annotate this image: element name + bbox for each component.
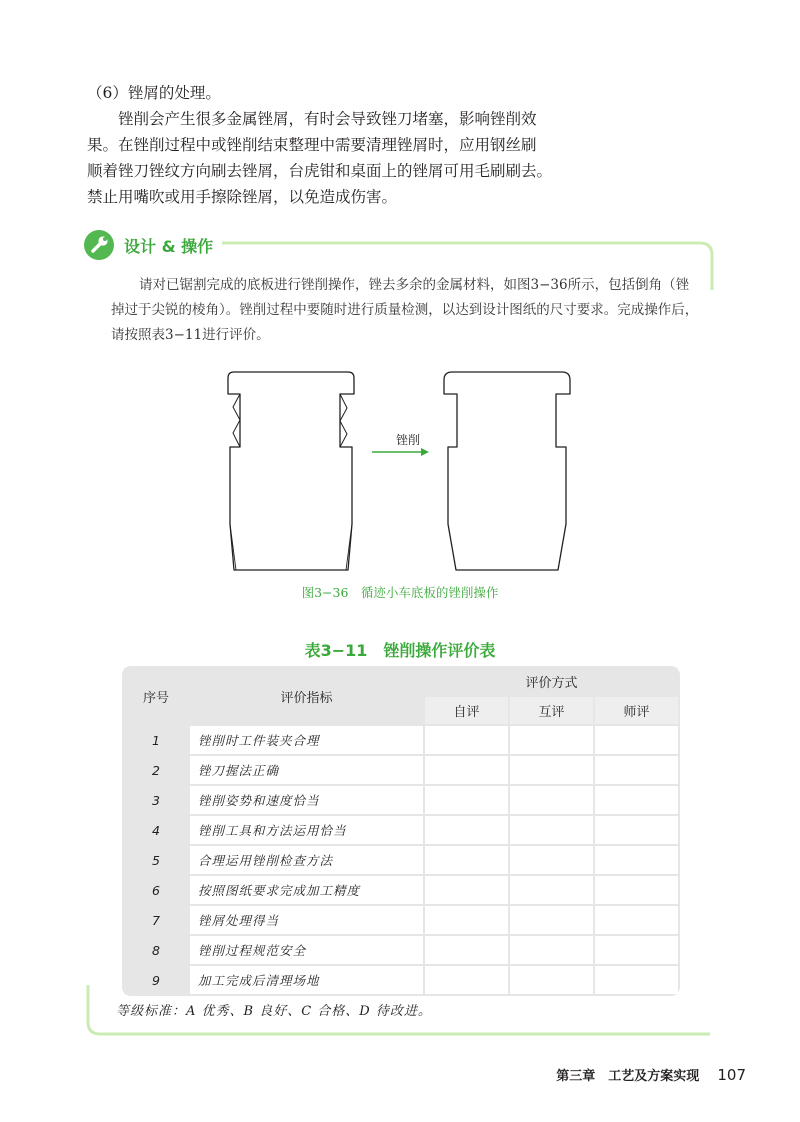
after-part-drawing <box>444 372 570 570</box>
self-cell[interactable] <box>425 786 508 814</box>
peer-cell[interactable] <box>510 786 593 814</box>
header-no: 序号 <box>124 668 188 724</box>
table-title: 表3−11 锉削操作评价表 <box>304 641 496 660</box>
row-no: 6 <box>124 876 188 904</box>
row-criteria: 锉削时工件装夹合理 <box>190 726 423 754</box>
table-row <box>124 726 678 754</box>
figure-arrow-label: 锉削 <box>396 433 421 447</box>
teacher-cell[interactable] <box>595 786 678 814</box>
teacher-cell[interactable] <box>595 936 678 964</box>
peer-cell[interactable] <box>510 816 593 844</box>
peer-cell[interactable] <box>510 846 593 874</box>
row-criteria: 按照图纸要求完成加工精度 <box>190 876 423 904</box>
self-cell[interactable] <box>425 756 508 784</box>
row-criteria: 锉刀握法正确 <box>190 756 423 784</box>
panel-title: 设计 & 操作 <box>124 237 214 256</box>
table-row <box>124 846 678 874</box>
teacher-cell[interactable] <box>595 816 678 844</box>
table-row <box>124 876 678 904</box>
self-cell[interactable] <box>425 816 508 844</box>
teacher-cell[interactable] <box>595 966 678 994</box>
row-criteria: 锉削过程规范安全 <box>190 936 423 964</box>
header-method: 评价方式 <box>425 668 678 695</box>
teacher-cell[interactable] <box>595 846 678 874</box>
peer-cell[interactable] <box>510 936 593 964</box>
table-row <box>124 786 678 814</box>
peer-cell[interactable] <box>510 966 593 994</box>
self-cell[interactable] <box>425 966 508 994</box>
table-row <box>124 816 678 844</box>
row-criteria: 锉屑处理得当 <box>190 906 423 934</box>
paragraph-line-4: 禁止用嘴吹或用手擦除锉屑，以免造成伤害。 <box>87 188 398 206</box>
paragraph-line-2: 果。在锉削过程中或锉削结束整理中需要清理锉屑时，应用钢丝刷 <box>87 136 537 154</box>
table-row <box>124 966 678 994</box>
row-criteria: 加工完成后清理场地 <box>190 966 423 994</box>
teacher-cell[interactable] <box>595 756 678 784</box>
row-criteria: 锉削姿势和速度恰当 <box>190 786 423 814</box>
row-no: 8 <box>124 936 188 964</box>
header-self: 自评 <box>425 697 508 724</box>
row-no: 7 <box>124 906 188 934</box>
before-part-drawing <box>228 372 354 570</box>
teacher-cell[interactable] <box>595 876 678 904</box>
peer-cell[interactable] <box>510 876 593 904</box>
figure-caption: 图3−36 循迹小车底板的锉削操作 <box>301 585 499 600</box>
teacher-cell[interactable] <box>595 906 678 934</box>
arrow-head-icon <box>421 448 429 456</box>
peer-cell[interactable] <box>510 906 593 934</box>
row-no: 4 <box>124 816 188 844</box>
section-heading: （6）锉屑的处理。 <box>87 84 221 102</box>
row-no: 5 <box>124 846 188 874</box>
table-row <box>124 936 678 964</box>
paragraph-line-3: 顺着锉刀锉纹方向刷去锉屑，台虎钳和桌面上的锉屑可用毛刷刷去。 <box>87 162 553 180</box>
row-no: 2 <box>124 756 188 784</box>
self-cell[interactable] <box>425 876 508 904</box>
teacher-cell[interactable] <box>595 726 678 754</box>
row-no: 9 <box>124 966 188 994</box>
table-row <box>124 906 678 934</box>
self-cell[interactable] <box>425 846 508 874</box>
row-no: 3 <box>124 786 188 814</box>
self-cell[interactable] <box>425 726 508 754</box>
peer-cell[interactable] <box>510 756 593 784</box>
evaluation-table <box>122 666 680 996</box>
table-row <box>124 756 678 784</box>
header-peer: 互评 <box>510 697 593 724</box>
panel-intro-text: 请对已锯割完成的底板进行锉削操作，锉去多余的金属材料，如图3−36所示，包括倒角（锉掉过于尖锐的棱角）。锉削过程中要随时进行质量检测，以达到设计图纸的尺寸要求。完成操作后，请按照表3−11进行评价。 <box>111 277 699 343</box>
self-cell[interactable] <box>425 906 508 934</box>
row-no: 1 <box>124 726 188 754</box>
header-criteria: 评价指标 <box>190 668 423 724</box>
chapter-title: 第三章 工艺及方案实现 <box>556 1069 700 1084</box>
page-footer <box>556 1065 746 1084</box>
peer-cell[interactable] <box>510 726 593 754</box>
row-criteria: 锉削工具和方法运用恰当 <box>190 816 423 844</box>
paragraph-line-1: 锉削会产生很多金属锉屑，有时会导致锉刀堵塞，影响锉削效 <box>118 110 537 128</box>
grade-note: 等级标准：A 优秀、B 良好、C 合格、D 待改进。 <box>116 1004 432 1019</box>
row-criteria: 合理运用锉削检查方法 <box>190 846 423 874</box>
page-number: 107 <box>717 1066 746 1084</box>
self-cell[interactable] <box>425 936 508 964</box>
header-teacher: 师评 <box>595 697 678 724</box>
